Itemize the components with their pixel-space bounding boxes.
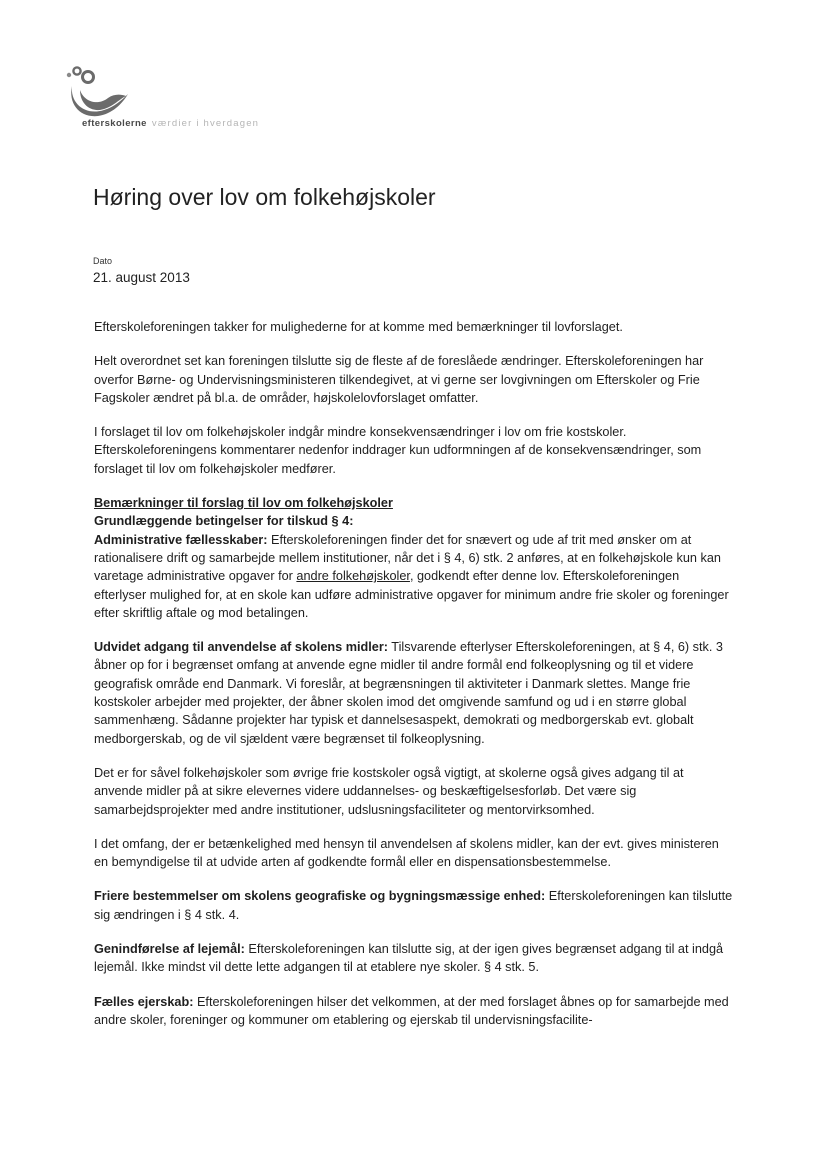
paragraph-scope: I forslaget til lov om folkehøjskoler indgår mindre konsekvensændringer i lov om frie kostskoler. Efterskoleforeningens kommentarer nedenfor inddrager kun udformningen af de konsekvensændringer, som forslaget til lov om folkehøjskoler medfører. — [94, 425, 702, 476]
faelles-text: Efterskoleforeningen hilser det velkommen, at der med forslaget åbnes op for samarbejde med andre skoler, foreninger og kommuner om etablering og ejerskab til undervisningsfacilite- — [94, 994, 729, 1027]
date-label: Dato — [93, 256, 113, 266]
document-body — [94, 318, 734, 1045]
sub-heading: Grundlæggende betingelser for tilskud § 4: — [94, 514, 354, 529]
genind-text: Efterskoleforeningen kan tilslutte sig, at der igen gives begrænset adgang til at indgå lejemål. Ikke mindst vil dette lette adgangen til at etablere nye skoler. § 4 stk. 5. — [94, 942, 724, 975]
paragraph-overall: Helt overordnet set kan foreningen tilslutte sig de fleste af de foreslåede ændringer. Efterskoleforeningen har overfor Børne- og Undervisningsministeren tilkendegivet, at vi gerne ser lovgivningen om Efterskoler og Frie Fagskoler ændret på bl.a. de områder, højskolelovforslaget omfatter. — [94, 354, 704, 405]
logo-tagline: værdier i hverdagen — [151, 118, 260, 129]
friere-label: Friere bestemmelser om skolens geografiske og bygningsmæssige enhed: — [94, 889, 546, 904]
paragraph-udvidet — [94, 638, 734, 748]
admin-label: Administrative fællesskaber: — [94, 532, 268, 547]
document-title: Høring over lov om folkehøjskoler — [93, 184, 436, 210]
paragraph-vigtigt: Det er for såvel folkehøjskoler som øvrige frie kostskoler også vigtigt, at skolerne også gives adgang til at anvende midler på at sikre elevernes videre uddannelses- og beskæftigelsesforløb. Det være sig samarbejdsprojekter med andre institutioner, udslusningsfaciliteter og mentorvirksomhed. — [94, 765, 684, 817]
date-value: 21. august 2013 — [93, 270, 190, 285]
logo-wordmark — [82, 118, 259, 129]
paragraph-intro: Efterskoleforeningen takker for mulighederne for at komme med bemærkninger til lovforslaget. — [94, 320, 623, 334]
genind-label: Genindførelse af lejemål: — [94, 942, 245, 957]
udvidet-text: Tilsvarende efterlyser Efterskoleforeningen, at § 4, 6) stk. 3 åbner op for i begrænset omfang at anvende egne midler til andre formål end folkeoplysning og til et videre geografisk område end Danmark. Vi foreslår, at begrænsningen til aktiviteter i Danmark slettes. Mange frie kostskoler arbejder med projekter, der åbner skolen imod det omgivende samfund og ud i en større global sammenhæng. Sådanne projekter har typisk et dannelsesaspekt, demokrati og medborgerskab evt. globalt medborgerskab, og de vil sjældent være begrænset til folkeoplysning. — [94, 640, 723, 746]
admin-text-a: Efterskoleforeningen finder det for snævert og ude af trit med ønsker om at rationalisere drift og samarbejde mellem institutioner, når det i § 4, 6) stk. 2 anføres, at en folkehøjskole kun kan varetage administrative opgaver for — [94, 532, 721, 584]
admin-underlined: andre folkehøjskoler — [296, 569, 410, 584]
faelles-label: Fælles ejerskab: — [94, 994, 194, 1009]
section-heading: Bemærkninger til forslag til lov om folkehøjskoler — [94, 496, 393, 511]
admin-text-b: , godkendt efter denne lov. Efterskoleforeningen efterlyser mulighed for, at en skole kan udføre administrative opgaver for minimum andre frie skoler og foreninger efter skriftlig aftale og mod betalingen. — [94, 569, 729, 620]
logo-brand: efterskolerne — [82, 118, 147, 129]
paragraph-friere — [94, 887, 734, 924]
paragraph-omfang: I det omfang, der er betænkelighed med hensyn til anvendelsen af skolens midler, kan der evt. gives ministeren en bemyndigelse til at udvide arten af godkendte formål eller en dispensationsbestemmelse. — [94, 836, 719, 870]
friere-text: Efterskoleforeningen kan tilslutte sig ændringen i § 4 stk. 4. — [94, 889, 733, 922]
paragraph-genind — [94, 940, 734, 977]
paragraph-faelles — [94, 993, 734, 1030]
udvidet-label: Udvidet adgang til anvendelse af skolens midler: — [94, 640, 389, 655]
paragraph-admin — [94, 531, 734, 622]
